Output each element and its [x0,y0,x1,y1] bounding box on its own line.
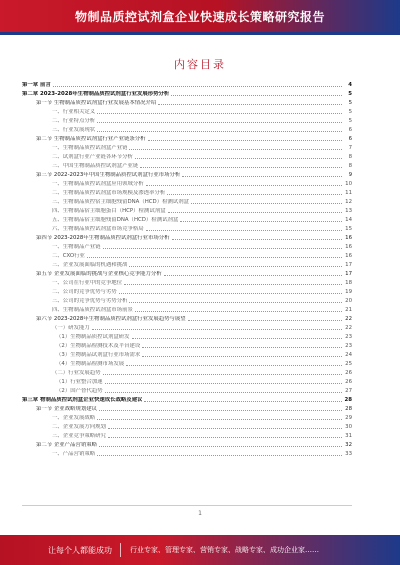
toc-entry-page: 9 [348,172,352,178]
toc-entry-page: 25 [345,361,352,367]
toc-leader-dots [188,319,342,321]
table-of-contents [22,80,352,458]
toc-leader-dots [180,220,342,222]
toc-entry-page: 18 [345,280,352,286]
toc-leader-dots [132,337,342,339]
report-footer [0,535,400,565]
toc-entry-page: 10 [345,181,352,187]
toc-leader-dots [148,139,342,141]
toc-entry[interactable] [22,107,352,116]
toc-entry[interactable] [22,197,352,206]
report-title: 物制品质控试剂盒企业快速成长策略研究报告 [74,10,325,24]
toc-entry-page: 26 [345,370,352,376]
toc-entry-page: 16 [345,235,352,241]
toc-leader-dots [97,121,342,123]
toc-entry[interactable] [22,377,352,386]
toc-entry-text: 四、生物制品质控试剂盒市场前景 [52,307,133,313]
toc-leader-dots [92,328,342,330]
toc-entry-text: 二、企业发展方向规划 [52,424,106,430]
toc-entry-page: 4 [348,82,352,88]
toc-entry[interactable] [22,323,352,332]
toc-entry-text: 二、生物制品质控试剂盒市场规模及渗透率分析 [52,190,166,196]
toc-entry[interactable] [22,350,352,359]
toc-entry-text: 第二节 生物制品质控试剂盒行业产业链条分析 [36,136,146,142]
footer-divider [22,505,352,506]
toc-entry-page: 23 [345,343,352,349]
toc-entry-text: 一、生物制品产业链 [52,244,101,250]
toc-entry[interactable] [22,215,352,224]
toc-leader-dots [171,94,342,96]
toc-leader-dots [99,409,342,411]
toc-entry-text: 第四节 2023-2028年生物制品质控试剂盒行业市场分析 [36,235,170,241]
toc-entry[interactable] [22,314,352,323]
toc-entry-text: 三、行业发展现状 [52,127,96,133]
toc-entry-text: 一、生物制品质控试剂盒产业链 [52,145,128,151]
toc-entry-page: 22 [345,316,352,322]
toc-entry-text: 一、企业发展战略 [52,415,96,421]
toc-entry-page: 28 [344,397,352,403]
toc-entry-page: 27 [345,388,352,394]
toc-entry[interactable] [22,188,352,197]
toc-entry-page: 30 [345,424,352,430]
toc-entry-page: 32 [345,442,352,448]
toc-leader-dots [129,148,342,150]
toc-leader-dots [191,202,342,204]
toc-leader-dots [126,364,342,366]
toc-entry-text: 二、试剂盒行业产业链各环节分析 [52,154,133,160]
toc-entry-text: 第一节 企业战略规划建议 [36,406,98,412]
toc-entry-text: 三、企业竞争策略研究 [52,433,106,439]
toc-entry-text: 第六节 2023-2028年生物制品质控试剂盒行业发展趋势与展望 [36,316,186,322]
toc-leader-dots [135,157,342,159]
toc-entry[interactable] [22,404,352,413]
report-header [0,0,400,32]
toc-entry[interactable] [22,152,352,161]
toc-leader-dots [108,436,342,438]
toc-entry-page: 16 [345,253,352,259]
page-number: 1 [198,510,202,517]
toc-leader-dots [144,400,342,402]
toc-entry-text: （3）生物制品试剂盒行业市场需求 [56,352,141,358]
toc-entry[interactable] [22,386,352,395]
toc-entry-text: 二、行业特点分析 [52,118,96,124]
toc-entry[interactable] [22,260,352,269]
toc-leader-dots [103,247,342,249]
toc-entry[interactable] [22,305,352,314]
toc-entry-text: 五、生物制品宿主细胞残留DNA（HCD）检测试剂盒 [52,217,179,223]
toc-entry-text: 第五节 企业发展面临的挑战与企业核心竞争能力分析 [36,271,162,277]
toc-leader-dots [168,211,343,213]
toc-entry[interactable] [22,125,352,134]
toc-leader-dots [119,292,342,294]
toc-entry[interactable] [22,269,352,278]
toc-entry-page: 13 [345,208,352,214]
toc-leader-dots [182,175,342,177]
toc-entry-page: 14 [345,217,352,223]
toc-entry-page: 24 [345,352,352,358]
toc-entry-page: 6 [348,136,352,142]
toc-entry-text: 第二节 企业产品营销策略 [36,442,98,448]
toc-entry-text: 三、公司的竞争优势与劣势分析 [52,298,128,304]
toc-leader-dots [129,301,342,303]
toc-leader-dots [164,274,342,276]
toc-entry-page: 23 [345,334,352,340]
toc-entry[interactable] [22,431,352,440]
toc-leader-dots [167,193,342,195]
toc-leader-dots [124,283,342,285]
toc-entry-page: 31 [345,433,352,439]
toc-leader-dots [142,355,342,357]
toc-entry-page: 17 [345,262,352,268]
toc-entry-page: 6 [348,127,352,133]
toc-entry-page: 22 [345,325,352,331]
toc-entry-text: （二）行业发展趋势 [52,370,101,376]
toc-entry-page: 5 [348,91,352,97]
toc-entry-page: 11 [345,190,352,196]
toc-entry-text: 一、生物制品质控试剂盒应用领域分析 [52,181,144,187]
toc-leader-dots [146,184,342,186]
toc-entry[interactable] [22,251,352,260]
toc-entry-text: 三、生物制品质控宿主细胞残留DNA（HCD）检测试剂盒 [52,199,190,205]
toc-entry-text: 第一章 前言 [22,82,51,88]
toc-entry-text: 一、产品营销策略 [52,451,96,457]
toc-entry-page: 26 [345,379,352,385]
toc-entry-page: 5 [348,109,352,115]
toc-entry-text: 第三节 2022-2023年中国生物制品质控试剂盒行业市场分析 [36,172,181,178]
toc-entry-text: 二、CXO行业 [52,253,85,259]
toc-entry[interactable] [22,341,352,350]
toc-leader-dots [158,103,342,105]
toc-entry-text: 三、中国生物制品质控试剂盒产业链 [52,163,139,169]
toc-entry[interactable] [22,116,352,125]
toc-leader-dots [97,454,342,456]
toc-entry-page: 15 [345,226,352,232]
header-stripe [0,32,400,35]
toc-entry-page: 12 [345,199,352,205]
toc-entry[interactable] [22,440,352,449]
toc-entry-page: 5 [348,118,352,124]
toc-entry[interactable] [22,161,352,170]
toc-leader-dots [142,346,342,348]
toc-entry[interactable] [22,143,352,152]
toc-leader-dots [172,238,342,240]
toc-leader-dots [103,373,342,375]
toc-entry-text: （一）研发能力 [52,325,90,331]
toc-entry-text: （2）国产替代趋势 [56,388,103,394]
toc-entry[interactable] [22,242,352,251]
toc-entry-text: 六、生物制品质控试剂盒市场竞争格局 [52,226,144,232]
toc-entry[interactable] [22,224,352,233]
toc-entry[interactable] [22,395,352,404]
toc-entry-text: （2）生物制品检测技术及平台建设 [56,343,141,349]
toc-leader-dots [99,445,342,447]
toc-entry[interactable] [22,278,352,287]
toc-entry-page: 19 [345,289,352,295]
toc-entry[interactable] [22,134,352,143]
toc-entry[interactable] [22,422,352,431]
toc-entry-page: 8 [348,163,352,169]
toc-title: 内容目录 [174,58,226,71]
toc-leader-dots [135,310,342,312]
toc-entry-page: 17 [345,271,352,277]
toc-entry-text: 一、行业相关定义 [52,109,96,115]
toc-entry[interactable] [22,179,352,188]
toc-leader-dots [105,382,342,384]
footer-slogan: 让每个人都能成功 [48,546,112,555]
toc-entry-text: 第一节 生物制品质控试剂盒行业发展基本情况介绍 [36,100,157,106]
toc-entry[interactable] [22,98,352,107]
toc-entry-text: 四、生物制品宿主细胞蛋白（HCP）检测试剂盒 [52,208,166,214]
toc-entry[interactable] [22,233,352,242]
toc-entry-page: 21 [345,307,352,313]
toc-leader-dots [87,256,342,258]
toc-entry-text: （4）生物制品检测市场发展 [56,361,125,367]
toc-entry[interactable] [22,359,352,368]
toc-entry-text: （1）行业整合加速 [56,379,103,385]
toc-entry[interactable] [22,449,352,458]
toc-entry-page: 29 [345,415,352,421]
toc-leader-dots [53,85,342,87]
toc-entry[interactable] [22,80,352,89]
toc-entry-page: 7 [348,145,352,151]
toc-entry-text: 第二章 2023-2028年生物制品质控试剂盒行业发展形势分析 [22,91,170,97]
toc-entry-page: 8 [348,154,352,160]
toc-leader-dots [97,112,342,114]
toc-entry[interactable] [22,170,352,179]
toc-entry-text: 一、公司在行业中的竞争地位 [52,280,123,286]
toc-leader-dots [140,166,342,168]
toc-leader-dots [97,418,342,420]
toc-entry-page: 28 [345,406,352,412]
toc-leader-dots [146,229,342,231]
toc-entry[interactable] [22,296,352,305]
toc-entry-text: 三、企业发展面临的机遇和挑战 [52,262,128,268]
toc-leader-dots [108,427,342,429]
toc-entry-page: 16 [345,244,352,250]
toc-entry[interactable] [22,287,352,296]
toc-entry[interactable] [22,413,352,422]
toc-entry-text: （1）生物制品质控试剂盒研发 [56,334,130,340]
toc-entry[interactable] [22,89,352,98]
toc-leader-dots [129,265,342,267]
footer-separator [120,543,121,557]
footer-tagline: 行业专家、管理专家、营销专家、战略专家、成功企业家…… [130,546,319,554]
toc-entry-text: 二、公司的竞争优势与劣势 [52,289,117,295]
toc-entry-page: 20 [345,298,352,304]
toc-entry[interactable] [22,206,352,215]
toc-entry-page: 5 [348,100,352,106]
toc-entry-page: 33 [345,451,352,457]
toc-leader-dots [105,391,342,393]
toc-entry[interactable] [22,368,352,377]
toc-entry-text: 第三章 物制品质控试剂盒企业快速成长战略及建议 [22,397,143,403]
toc-entry[interactable] [22,332,352,341]
toc-leader-dots [97,130,342,132]
